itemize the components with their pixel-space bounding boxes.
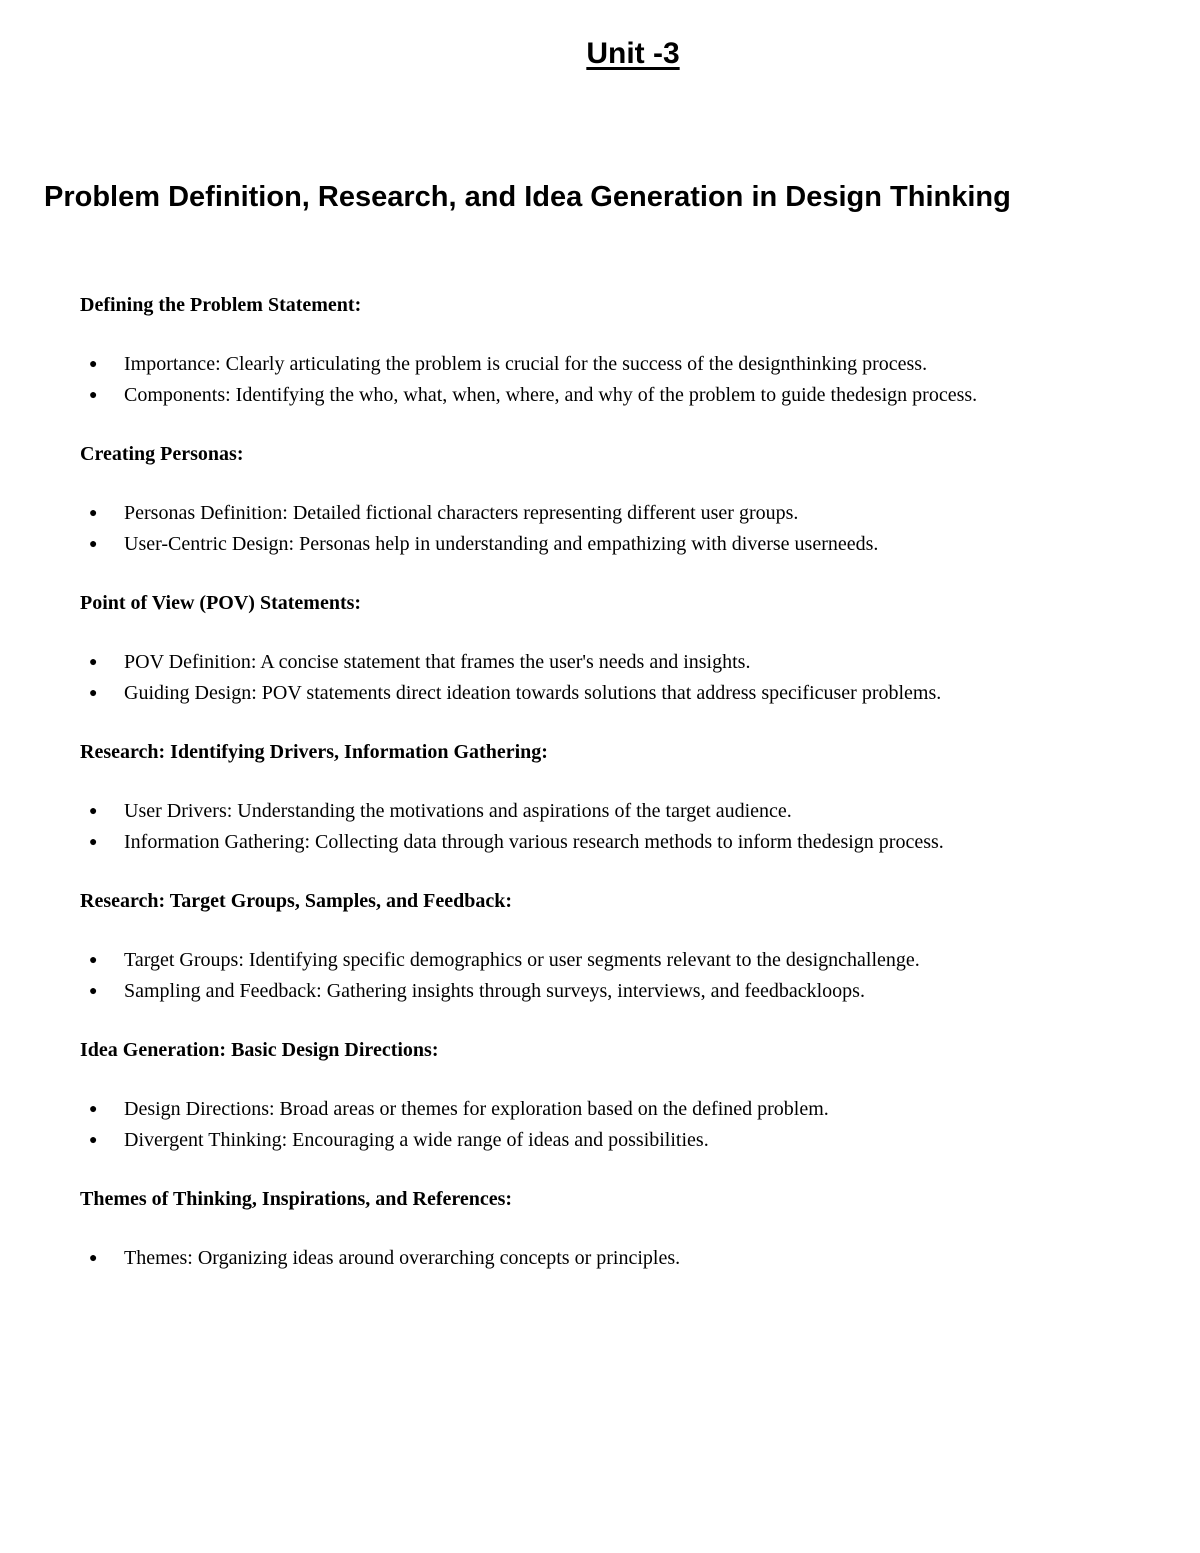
list-item: ● Themes: Organizing ideas around overarching concepts or principles. bbox=[80, 1243, 1050, 1274]
bullet-icon: ● bbox=[89, 1251, 98, 1266]
section-idea-generation bbox=[80, 1035, 1050, 1156]
document-body bbox=[80, 290, 1050, 1302]
list-item: ● Guiding Design: POV statements direct ideation towards solutions that address specificuser problems. bbox=[80, 678, 1050, 709]
list-item: ● User-Centric Design: Personas help in understanding and empathizing with diverse userneeds. bbox=[80, 529, 1050, 560]
list-item: ● User Drivers: Understanding the motivations and aspirations of the target audience. bbox=[80, 796, 1050, 827]
bullet-icon: ● bbox=[89, 804, 98, 819]
section-personas bbox=[80, 439, 1050, 560]
bullet-list bbox=[80, 647, 1050, 709]
section-heading: Point of View (POV) Statements: bbox=[80, 592, 362, 614]
bullet-list bbox=[80, 796, 1050, 858]
bullet-icon: ● bbox=[89, 1133, 98, 1148]
section-heading: Idea Generation: Basic Design Directions: bbox=[80, 1039, 439, 1061]
section-heading: Research: Target Groups, Samples, and Feedback: bbox=[80, 890, 513, 912]
section-heading: Research: Identifying Drivers, Information Gathering: bbox=[80, 741, 548, 763]
bullet-list bbox=[80, 945, 1050, 1007]
list-item: ● Personas Definition: Detailed fictional characters representing different user groups. bbox=[80, 498, 1050, 529]
bullet-icon: ● bbox=[89, 506, 98, 521]
list-item: ● Importance: Clearly articulating the problem is crucial for the success of the designthinking process. bbox=[80, 349, 1050, 380]
section-research-target-groups bbox=[80, 886, 1050, 1007]
bullet-list bbox=[80, 498, 1050, 560]
section-pov bbox=[80, 588, 1050, 709]
list-item: ● POV Definition: A concise statement that frames the user's needs and insights. bbox=[80, 647, 1050, 678]
bullet-icon: ● bbox=[89, 1102, 98, 1117]
bullet-icon: ● bbox=[89, 537, 98, 552]
bullet-list bbox=[80, 1094, 1050, 1156]
bullet-list bbox=[80, 349, 1050, 411]
section-themes bbox=[80, 1184, 1050, 1274]
section-research-drivers bbox=[80, 737, 1050, 858]
section-heading: Themes of Thinking, Inspirations, and References: bbox=[80, 1188, 513, 1210]
list-item: ● Information Gathering: Collecting data through various research methods to inform thedesign process. bbox=[80, 827, 1050, 858]
bullet-icon: ● bbox=[89, 357, 98, 372]
list-item: ● Design Directions: Broad areas or themes for exploration based on the defined problem. bbox=[80, 1094, 1050, 1125]
bullet-list bbox=[80, 1243, 1050, 1274]
list-item: ● Components: Identifying the who, what, when, where, and why of the problem to guide thedesign process. bbox=[80, 380, 1050, 411]
bullet-icon: ● bbox=[89, 388, 98, 403]
bullet-icon: ● bbox=[89, 655, 98, 670]
section-heading: Creating Personas: bbox=[80, 443, 244, 465]
bullet-icon: ● bbox=[89, 953, 98, 968]
list-item: ● Sampling and Feedback: Gathering insights through surveys, interviews, and feedbackloops. bbox=[80, 976, 1050, 1007]
list-item: ● Target Groups: Identifying specific demographics or user segments relevant to the designchallenge. bbox=[80, 945, 1050, 976]
bullet-icon: ● bbox=[89, 686, 98, 701]
section-problem-statement bbox=[80, 290, 1050, 411]
list-item: ● Divergent Thinking: Encouraging a wide range of ideas and possibilities. bbox=[80, 1125, 1050, 1156]
section-heading: Defining the Problem Statement: bbox=[80, 294, 362, 316]
bullet-icon: ● bbox=[89, 984, 98, 999]
unit-title: Unit -3 bbox=[586, 37, 680, 70]
bullet-icon: ● bbox=[89, 835, 98, 850]
main-title: Problem Definition, Research, and Idea Generation in Design Thinking bbox=[44, 181, 1011, 213]
